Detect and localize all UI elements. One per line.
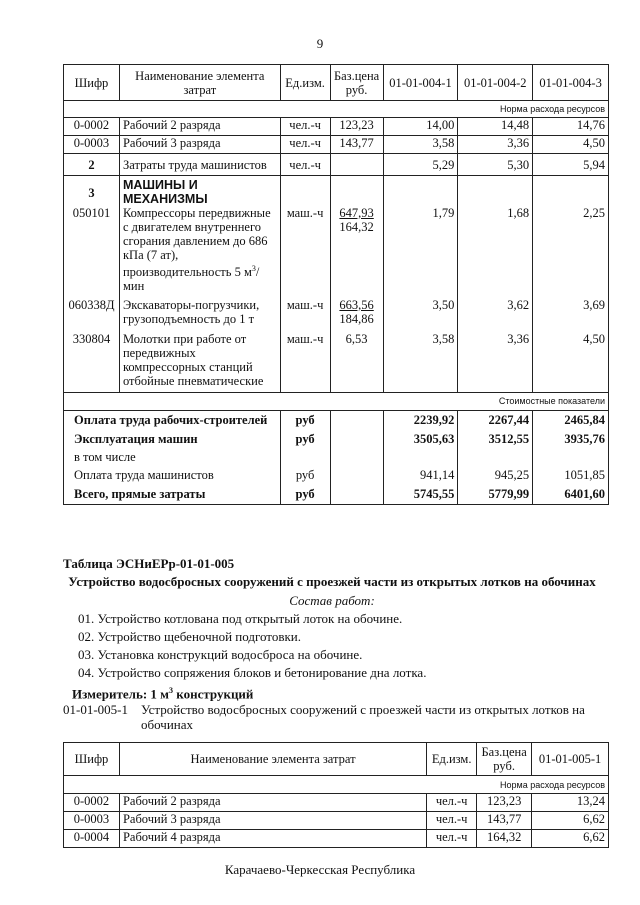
row-value-3: 3,69 xyxy=(533,298,609,332)
header-name: Наименование элемента затрат xyxy=(119,65,280,101)
cost-label: Стоимостные показатели xyxy=(64,392,609,410)
totals-row xyxy=(64,466,609,484)
header-col1: 01-01-005-1 xyxy=(532,743,609,776)
header-code: Шифр xyxy=(64,743,120,776)
row-name-text: Компрессоры передвижные с двигателем внутреннего сгорания давлением до 686 кПа (7 ат), производительность 5 м xyxy=(122,206,271,280)
resource-table-2 xyxy=(63,742,609,848)
superscript: 3 xyxy=(251,264,256,273)
total-value-1: 2239,92 xyxy=(383,410,458,429)
row-unit: маш.-ч xyxy=(280,206,330,298)
totals-row xyxy=(64,429,609,448)
header-price: Баз.цена руб. xyxy=(477,743,532,776)
row-value-2: 14,48 xyxy=(458,118,533,136)
row-name: Молотки при работе от передвижных компрессорных станций отбойные пневматические xyxy=(119,332,280,392)
row-value-2: 3,36 xyxy=(458,332,533,392)
total-unit: руб xyxy=(280,410,330,429)
row-price xyxy=(330,298,383,332)
header-price: Баз.цена руб. xyxy=(330,65,383,101)
price-base: 647,93 xyxy=(339,206,374,220)
empty-cell xyxy=(330,448,383,466)
section-code: 3 xyxy=(64,176,120,207)
header-col1: 01-01-004-1 xyxy=(383,65,458,101)
total-value-1: 941,14 xyxy=(383,466,458,484)
row-name: Рабочий 3 разряда xyxy=(119,136,280,154)
row-price xyxy=(330,206,383,298)
price-labor: 164,32 xyxy=(339,220,374,234)
row-price: 164,32 xyxy=(477,830,532,848)
machines-section-row xyxy=(64,176,609,207)
row-value-1: 1,79 xyxy=(383,206,458,298)
row-value-3: 5,94 xyxy=(533,154,609,176)
empty-cell xyxy=(330,410,383,429)
row-price xyxy=(330,154,383,176)
row-unit: чел.-ч xyxy=(280,136,330,154)
row-name-tail: /мин xyxy=(122,265,260,294)
resources-label: Норма расхода ресурсов xyxy=(64,101,609,118)
row-value-1: 3,58 xyxy=(383,136,458,154)
row-unit: чел.-ч xyxy=(427,812,477,830)
row-unit: чел.-ч xyxy=(427,830,477,848)
total-value-2: 3512,55 xyxy=(458,429,533,448)
total-name: Эксплуатация машин xyxy=(64,429,281,448)
works-item: 04. Устройство сопряжения блоков и бетонирование дна лотка. xyxy=(78,665,427,680)
total-value-2: 5779,99 xyxy=(458,484,533,504)
page-footer: Карачаево-Черкесская Республика xyxy=(224,862,416,877)
row-name: Рабочий 2 разряда xyxy=(119,118,280,136)
item-text: обочинах xyxy=(141,717,193,732)
row-name: Рабочий 2 разряда xyxy=(119,794,426,812)
row-code: 0-0003 xyxy=(64,136,120,154)
row-value-2: 3,62 xyxy=(458,298,533,332)
total-value-3: 6401,60 xyxy=(533,484,609,504)
resources-label-row xyxy=(64,776,609,794)
empty-cell xyxy=(533,176,609,207)
page-number: 9 xyxy=(316,36,324,51)
table-row xyxy=(64,298,609,332)
header-name: Наименование элемента затрат xyxy=(119,743,426,776)
total-value-3 xyxy=(533,448,609,466)
row-code: 060338Д xyxy=(64,298,120,332)
empty-cell xyxy=(383,176,458,207)
empty-cell xyxy=(280,176,330,207)
table-row xyxy=(64,118,609,136)
row-value-3: 14,76 xyxy=(533,118,609,136)
row-code: 0-0004 xyxy=(64,830,120,848)
table-row xyxy=(64,136,609,154)
machinists-row xyxy=(64,154,609,176)
total-value-2 xyxy=(458,448,533,466)
header-unit: Ед.изм. xyxy=(427,743,477,776)
row-value-3: 2,25 xyxy=(533,206,609,298)
item-text: Устройство водосбросных сооружений с проезжей части из открытых лотков на xyxy=(141,702,585,717)
row-unit: чел.-ч xyxy=(280,154,330,176)
row-code: 0-0003 xyxy=(64,812,120,830)
row-price: 6,53 xyxy=(330,332,383,392)
row-value-3: 4,50 xyxy=(533,332,609,392)
section-heading: Устройство водосбросных сооружений с проезжей части из открытых лотков на обочинах xyxy=(68,574,596,589)
total-unit: руб xyxy=(280,484,330,504)
total-name: Оплата труда машинистов xyxy=(64,466,281,484)
header-code: Шифр xyxy=(64,65,120,101)
section-title: МАШИНЫ И МЕХАНИЗМЫ xyxy=(119,176,280,207)
row-value-1: 13,24 xyxy=(532,794,609,812)
empty-cell xyxy=(330,466,383,484)
item-code: 01-01-005-1 xyxy=(63,702,128,717)
total-name: Всего, прямые затраты xyxy=(64,484,281,504)
table-row xyxy=(64,332,609,392)
row-name: Рабочий 3 разряда xyxy=(119,812,426,830)
empty-cell xyxy=(330,484,383,504)
total-value-3: 1051,85 xyxy=(533,466,609,484)
row-price: 143,77 xyxy=(477,812,532,830)
total-name: в том числе xyxy=(64,448,281,466)
row-value-1: 5,29 xyxy=(383,154,458,176)
price-base: 663,56 xyxy=(339,298,374,312)
total-value-1: 5745,55 xyxy=(383,484,458,504)
measure-suffix: конструкций xyxy=(173,686,254,702)
row-value-2: 5,30 xyxy=(458,154,533,176)
row-value-1: 6,62 xyxy=(532,830,609,848)
totals-row xyxy=(64,448,609,466)
row-price: 143,77 xyxy=(330,136,383,154)
cost-label-row xyxy=(64,392,609,410)
empty-cell xyxy=(458,176,533,207)
total-value-3: 2465,84 xyxy=(533,410,609,429)
row-value-1: 6,62 xyxy=(532,812,609,830)
totals-row xyxy=(64,484,609,504)
row-name: Экскаваторы-погрузчики, грузоподъемность до 1 т xyxy=(119,298,280,332)
empty-cell xyxy=(330,176,383,207)
total-value-2: 945,25 xyxy=(458,466,533,484)
measure-sup: 3 xyxy=(169,686,174,695)
table-header-row xyxy=(64,65,609,101)
table-row xyxy=(64,206,609,298)
row-code: 2 xyxy=(64,154,120,176)
total-name: Оплата труда рабочих-строителей xyxy=(64,410,281,429)
works-item: 01. Устройство котлована под открытый лоток на обочине. xyxy=(78,611,403,626)
works-item: 02. Устройство щебеночной подготовки. xyxy=(78,629,301,644)
row-value-1: 3,58 xyxy=(383,332,458,392)
row-name: Затраты труда машинистов xyxy=(119,154,280,176)
row-name: Рабочий 4 разряда xyxy=(119,830,426,848)
works-item: 03. Установка конструкций водосброса на обочине. xyxy=(78,647,363,662)
header-col3: 01-01-004-3 xyxy=(533,65,609,101)
row-value-2: 3,36 xyxy=(458,136,533,154)
works-title: Состав работ: xyxy=(289,593,375,608)
table-row xyxy=(64,830,609,848)
resource-table-1 xyxy=(63,64,609,505)
measure-prefix: Измеритель: 1 м xyxy=(72,686,170,702)
totals-row xyxy=(64,410,609,429)
row-unit: чел.-ч xyxy=(280,118,330,136)
row-value-2: 1,68 xyxy=(458,206,533,298)
price-labor: 184,86 xyxy=(339,312,374,326)
row-code: 0-0002 xyxy=(64,794,120,812)
measure-unit xyxy=(72,683,253,702)
row-unit: чел.-ч xyxy=(427,794,477,812)
row-value-3: 4,50 xyxy=(533,136,609,154)
header-col2: 01-01-004-2 xyxy=(458,65,533,101)
row-value-1: 3,50 xyxy=(383,298,458,332)
table-title: Таблица ЭСНиЕРр-01-01-005 xyxy=(63,556,235,571)
table-header-row xyxy=(64,743,609,776)
resources-label-row xyxy=(64,101,609,118)
row-code: 050101 xyxy=(64,206,120,298)
table-row xyxy=(64,812,609,830)
total-value-2: 2267,44 xyxy=(458,410,533,429)
table-row xyxy=(64,794,609,812)
total-unit: руб xyxy=(280,429,330,448)
resources-label: Норма расхода ресурсов xyxy=(64,776,609,794)
row-name xyxy=(119,206,280,298)
total-value-1: 3505,63 xyxy=(383,429,458,448)
row-code: 0-0002 xyxy=(64,118,120,136)
empty-cell xyxy=(330,429,383,448)
header-unit: Ед.изм. xyxy=(280,65,330,101)
total-value-1 xyxy=(383,448,458,466)
total-unit: руб xyxy=(280,466,330,484)
row-unit: маш.-ч xyxy=(280,332,330,392)
total-unit xyxy=(280,448,330,466)
row-price: 123,23 xyxy=(330,118,383,136)
row-code: 330804 xyxy=(64,332,120,392)
row-unit: маш.-ч xyxy=(280,298,330,332)
row-value-1: 14,00 xyxy=(383,118,458,136)
total-value-3: 3935,76 xyxy=(533,429,609,448)
row-price: 123,23 xyxy=(477,794,532,812)
